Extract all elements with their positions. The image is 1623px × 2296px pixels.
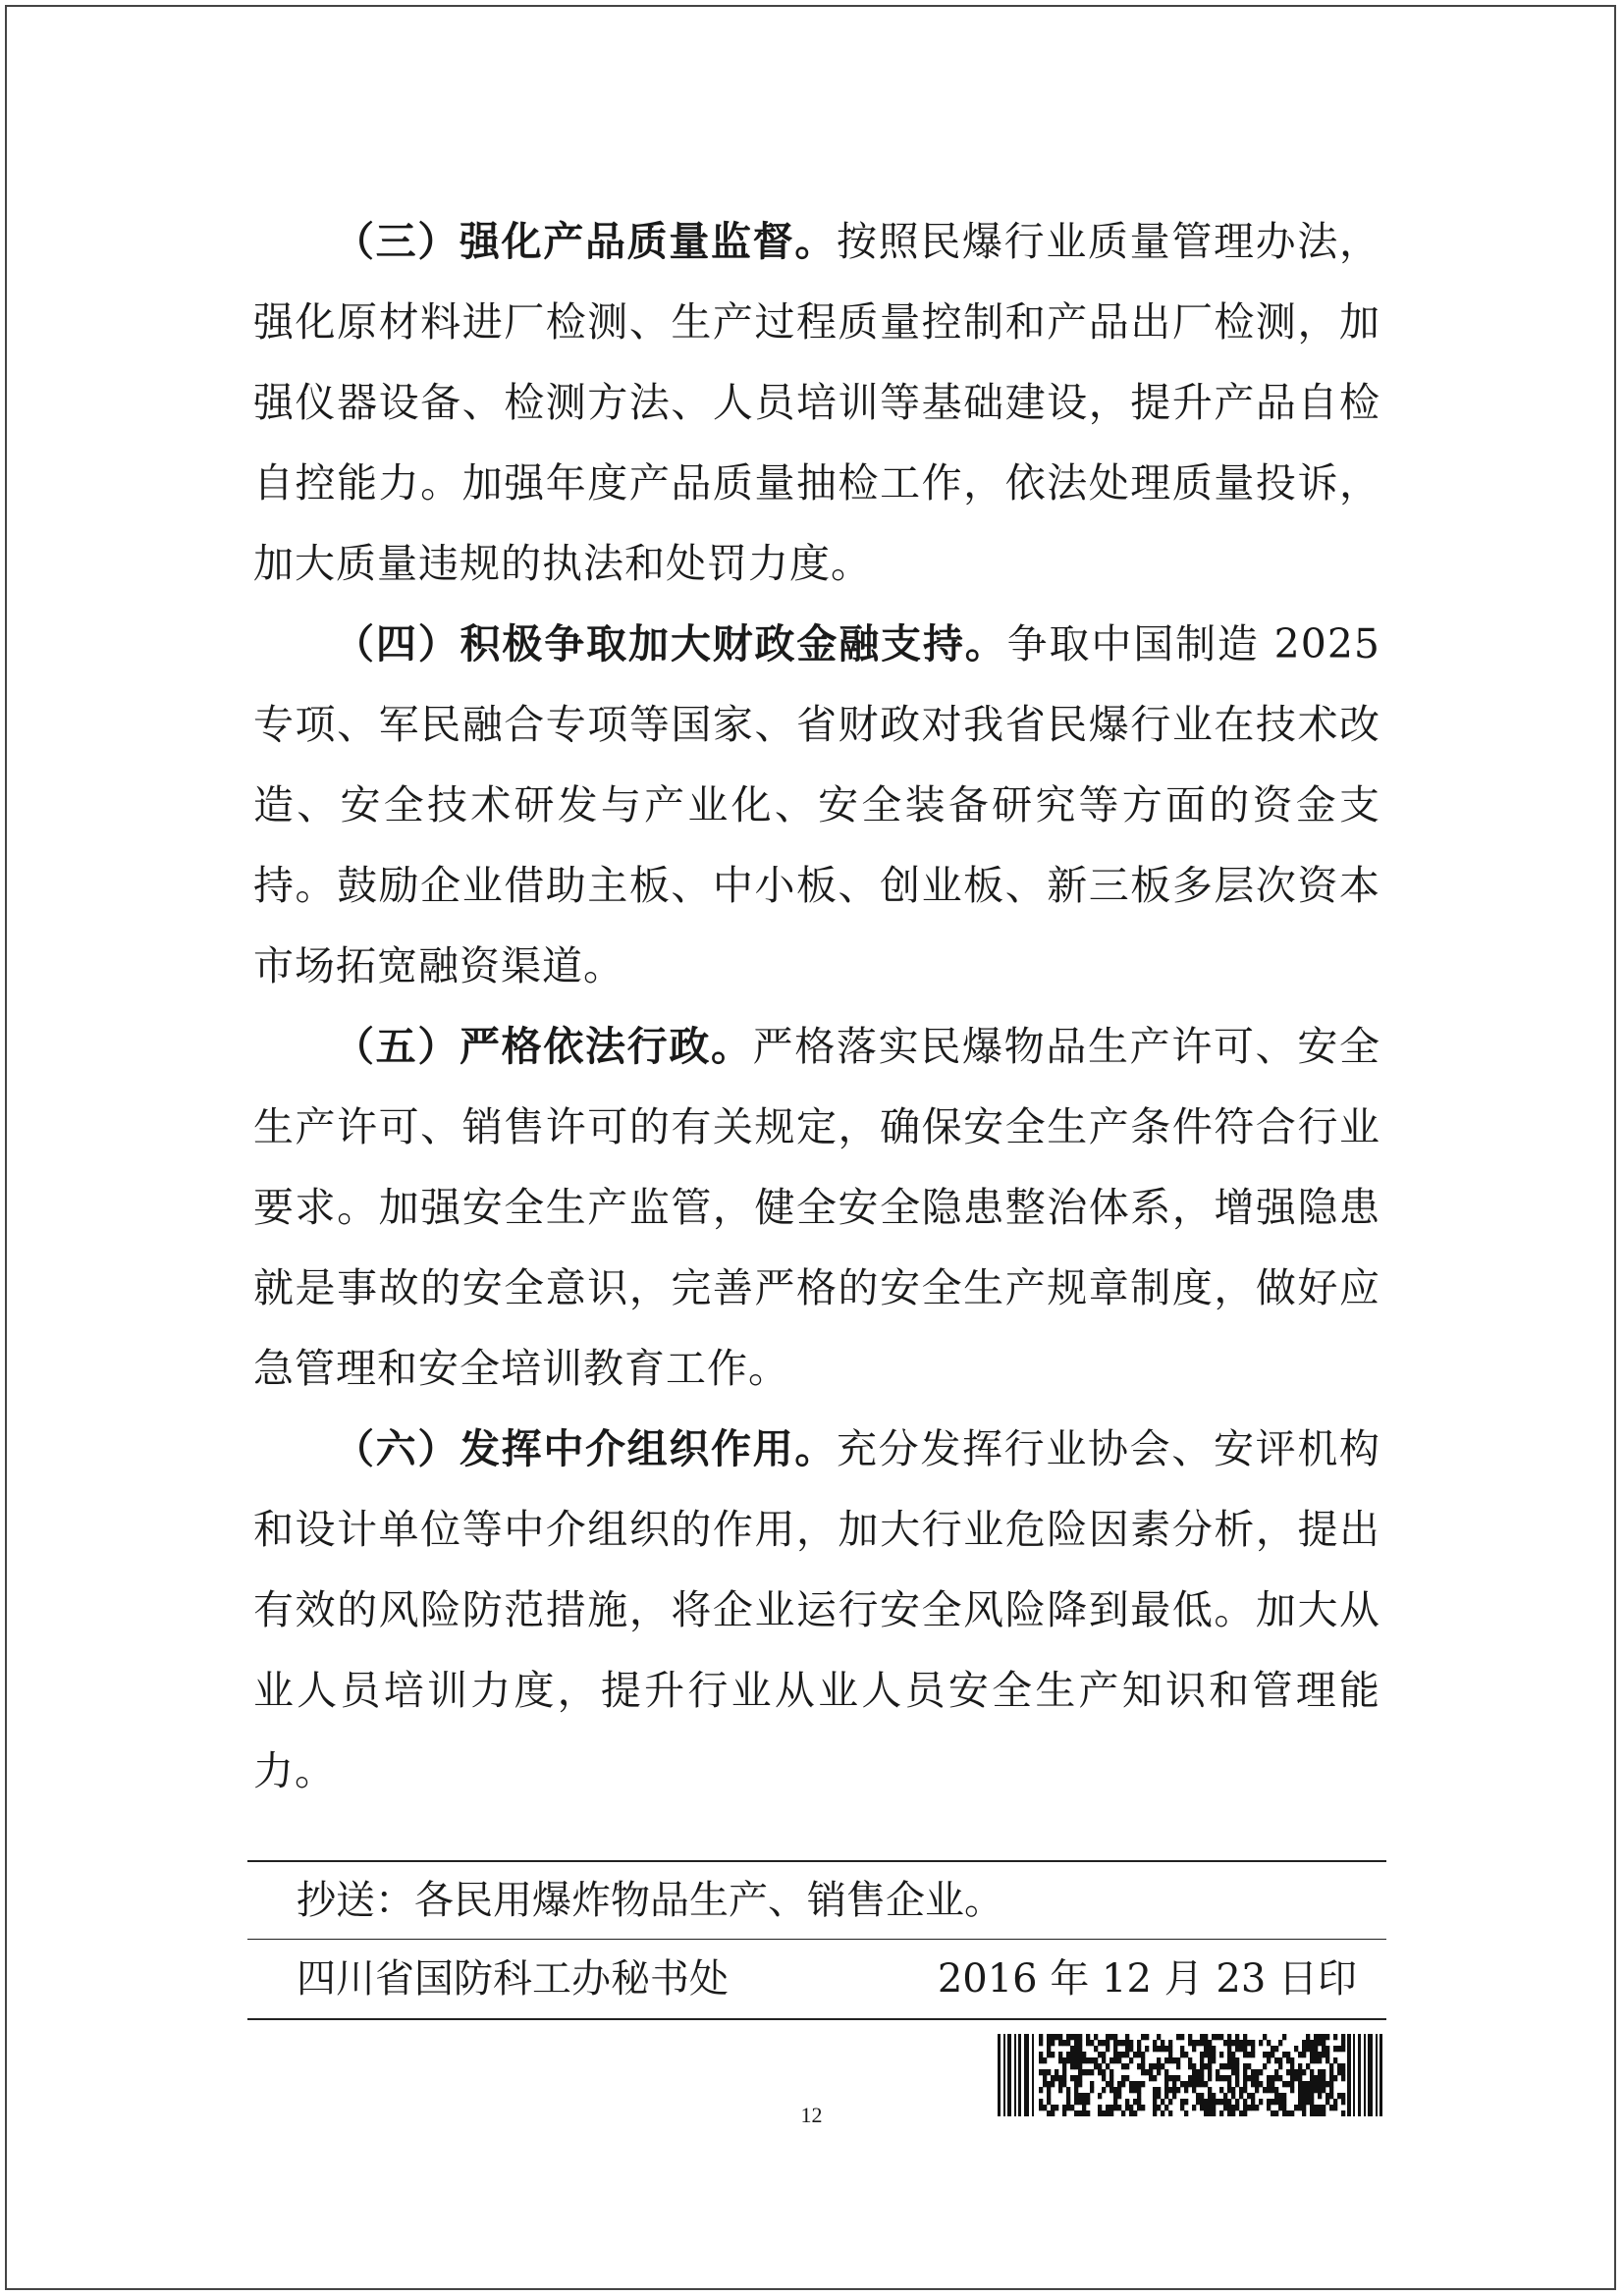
paragraph-text: 充分发挥行业协会、安评机构和设计单位等中介组织的作用，加大行业危险因素分析，提出有效的风险防范措施，将企业运行安全风险降到最低。加大从业人员培训力度，提升行业从业人员安全生产知识和管理能力。 <box>253 1425 1380 1794</box>
paragraph-3 <box>253 201 1380 604</box>
paragraph-heading: （五）严格依法行政。 <box>334 1023 753 1070</box>
paragraph-heading: （三）强化产品质量监督。 <box>334 218 837 265</box>
document-body <box>253 201 1380 1811</box>
paragraph-4 <box>253 604 1380 1006</box>
issuer-name: 四川省国防科工办秘书处 <box>297 1956 729 2002</box>
bottom-rule <box>247 2018 1386 2020</box>
cc-line: 抄送：各民用爆炸物品生产、销售企业。 <box>297 1878 1003 1923</box>
print-date: 2016 年 12 月 23 日印 <box>937 1956 1357 2002</box>
distribution-block <box>247 1860 1386 2020</box>
issuer-line <box>247 1940 1386 2018</box>
paragraph-heading: （六）发挥中介组织作用。 <box>334 1425 837 1472</box>
paragraph-5 <box>253 1006 1380 1409</box>
paragraph-6 <box>253 1409 1380 1811</box>
paragraph-heading: （四）积极争取加大财政金融支持。 <box>334 620 1007 667</box>
page-number: 12 <box>800 2103 823 2127</box>
paragraph-text: 按照民爆行业质量管理办法，强化原材料进厂检测、生产过程质量控制和产品出厂检测，加强仪器设备、检测方法、人员培训等基础建设，提升产品自检自控能力。加强年度产品质量抽检工作，依法处理质量投诉，加大质量违规的执法和处罚力度。 <box>253 218 1380 587</box>
paragraph-text: 争取中国制造 2025 专项、军民融合专项等国家、省财政对我省民爆行业在技术改造、安全技术研发与产业化、安全装备研究等方面的资金支持。鼓励企业借助主板、中小板、创业板、新三板多层次资本市场拓宽融资渠道。 <box>253 620 1381 989</box>
paragraph-text: 严格落实民爆物品生产许可、安全生产许可、销售许可的有关规定，确保安全生产条件符合行业要求。加强安全生产监管，健全安全隐患整治体系，增强隐患就是事故的安全意识，完善严格的安全生产规章制度，做好应急管理和安全培训教育工作。 <box>253 1023 1381 1392</box>
